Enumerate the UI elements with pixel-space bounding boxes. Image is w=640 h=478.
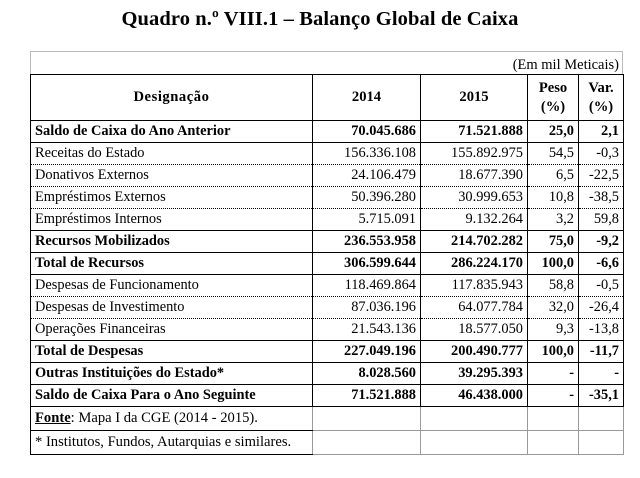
row-value-peso: 25,0 [528, 121, 579, 143]
row-label: Recursos Mobilizados [31, 231, 313, 253]
row-value-peso: 58,8 [528, 275, 579, 297]
row-value-2014: 24.106.479 [313, 165, 421, 187]
column-header-var [579, 75, 624, 121]
row-value-2015: 18.677.390 [421, 165, 528, 187]
row-label: Empréstimos Externos [31, 187, 313, 209]
asterisk-note-text: * Institutos, Fundos, Autarquias e similares. [35, 433, 292, 450]
table-row [31, 297, 624, 319]
source-note-filler-peso [528, 407, 579, 431]
source-note-filler-var [579, 407, 624, 431]
table-header-row [31, 75, 624, 121]
row-value-peso: 10,8 [528, 187, 579, 209]
row-label: Outras Instituições do Estado* [31, 363, 313, 385]
balanco-global-de-caixa-table [30, 74, 624, 455]
row-label: Operações Financeiras [31, 319, 313, 341]
row-value-var: -38,5 [579, 187, 624, 209]
row-value-2015: 30.999.653 [421, 187, 528, 209]
row-label: Receitas do Estado [31, 143, 313, 165]
row-value-var: -0,3 [579, 143, 624, 165]
row-value-2015: 286.224.170 [421, 253, 528, 275]
row-value-var: 2,1 [579, 121, 624, 143]
row-value-2014: 5.715.091 [313, 209, 421, 231]
source-label: Fonte [35, 409, 71, 426]
source-text: : Mapa I da CGE (2014 - 2015). [70, 409, 258, 426]
row-label: Total de Recursos [31, 253, 313, 275]
column-header-peso-line1: Peso [538, 79, 568, 96]
asterisk-note-filler-var [579, 431, 624, 455]
row-label: Saldo de Caixa do Ano Anterior [31, 121, 313, 143]
table-row [31, 319, 624, 341]
row-value-var: -9,2 [579, 231, 624, 253]
units-note: (Em mil Meticais) [512, 57, 619, 73]
table-row [31, 121, 624, 143]
asterisk-note-row [31, 431, 624, 455]
row-value-2015: 9.132.264 [421, 209, 528, 231]
asterisk-note-filler-2015 [421, 431, 528, 455]
row-value-2015: 200.490.777 [421, 341, 528, 363]
row-value-2015: 117.835.943 [421, 275, 528, 297]
row-value-2014: 236.553.958 [313, 231, 421, 253]
row-value-2015: 46.438.000 [421, 385, 528, 407]
row-value-var: 59,8 [579, 209, 624, 231]
source-note-filler-2015 [421, 407, 528, 431]
table-footer-notes [31, 407, 624, 455]
source-note-filler-2014 [313, 407, 421, 431]
row-value-var: -26,4 [579, 297, 624, 319]
page-title: Quadro n.º VIII.1 – Balanço Global de Caixa [121, 8, 519, 30]
table-row [31, 385, 624, 407]
row-label: Despesas de Funcionamento [31, 275, 313, 297]
row-value-2014: 21.543.136 [313, 319, 421, 341]
table-row [31, 275, 624, 297]
table-row [31, 143, 624, 165]
table-row [31, 341, 624, 363]
row-value-2015: 18.577.050 [421, 319, 528, 341]
row-value-2014: 87.036.196 [313, 297, 421, 319]
row-value-2014: 70.045.686 [313, 121, 421, 143]
row-value-var: -11,7 [579, 341, 624, 363]
asterisk-note-cell [31, 431, 313, 455]
row-value-peso: 100,0 [528, 341, 579, 363]
row-value-2014: 50.396.280 [313, 187, 421, 209]
asterisk-note-filler-peso [528, 431, 579, 455]
table-body [31, 121, 624, 407]
row-value-2015: 64.077.784 [421, 297, 528, 319]
row-value-peso: 32,0 [528, 297, 579, 319]
table-row [31, 253, 624, 275]
row-value-peso: - [528, 363, 579, 385]
row-value-var: -13,8 [579, 319, 624, 341]
row-value-2014: 156.336.108 [313, 143, 421, 165]
row-value-2015: 155.892.975 [421, 143, 528, 165]
row-value-peso: 6,5 [528, 165, 579, 187]
row-value-2015: 71.521.888 [421, 121, 528, 143]
row-label: Donativos Externos [31, 165, 313, 187]
column-header-designacao: Designação [31, 75, 313, 121]
table-row [31, 231, 624, 253]
source-note-row [31, 407, 624, 431]
table-row [31, 209, 624, 231]
column-header-var-line1: Var. [588, 79, 614, 96]
column-header-var-line2: (%) [588, 98, 614, 115]
row-value-var: -22,5 [579, 165, 624, 187]
row-value-var: -0,5 [579, 275, 624, 297]
row-value-peso: 54,5 [528, 143, 579, 165]
row-value-var: -6,6 [579, 253, 624, 275]
source-note-cell [31, 407, 313, 431]
row-value-peso: - [528, 385, 579, 407]
row-value-peso: 3,2 [528, 209, 579, 231]
row-value-2015: 39.295.393 [421, 363, 528, 385]
row-label: Saldo de Caixa Para o Ano Seguinte [31, 385, 313, 407]
units-note-row [30, 51, 623, 74]
asterisk-note-filler-2014 [313, 431, 421, 455]
row-value-2014: 8.028.560 [313, 363, 421, 385]
row-label: Empréstimos Internos [31, 209, 313, 231]
row-label: Despesas de Investimento [31, 297, 313, 319]
table-row [31, 363, 624, 385]
column-header-peso-line2: (%) [540, 98, 566, 115]
row-value-2014: 306.599.644 [313, 253, 421, 275]
row-value-2014: 227.049.196 [313, 341, 421, 363]
row-value-2015: 214.702.282 [421, 231, 528, 253]
table-row [31, 165, 624, 187]
column-header-2015: 2015 [421, 75, 528, 121]
row-value-var: -35,1 [579, 385, 624, 407]
column-header-2014: 2014 [313, 75, 421, 121]
row-value-var: - [579, 363, 624, 385]
column-header-peso [528, 75, 579, 121]
row-value-peso: 100,0 [528, 253, 579, 275]
row-value-peso: 75,0 [528, 231, 579, 253]
row-label: Total de Despesas [31, 341, 313, 363]
row-value-peso: 9,3 [528, 319, 579, 341]
row-value-2014: 71.521.888 [313, 385, 421, 407]
table-row [31, 187, 624, 209]
row-value-2014: 118.469.864 [313, 275, 421, 297]
